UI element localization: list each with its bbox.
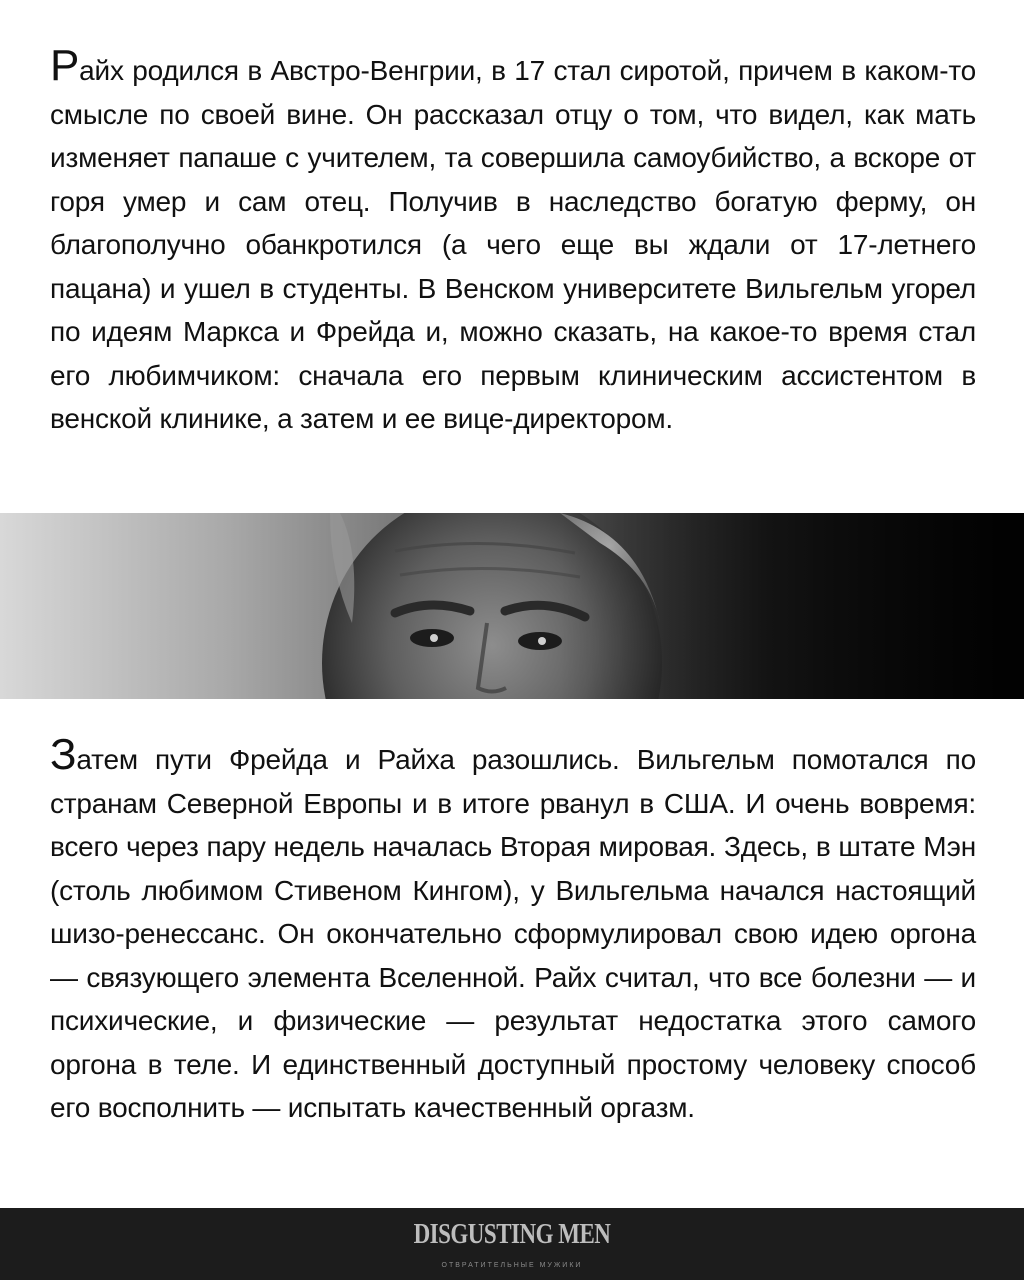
paragraph-1-text: айх родился в Австро-Венгрии, в 17 стал сиротой, причем в каком-то смысле по своей вине. Он рассказал отцу о том, что видел, как мать изменяет папаше с учителем, та совершила самоубийство, а вскоре от горя умер и сам отец. Получив в наследство богатую ферму, он благополучно обанкротился (а чего еще вы ждали от 17-летнего пацана) и ушел в студенты. В Венском университете Вильгельм угорел по идеям Маркса и Фрейда и, можно сказать, на какое-то время стал его любимчиком: сначала его первым клиническим ассистентом в венской клинике, а затем и ее вице-директором. <box>50 55 976 434</box>
paragraph-2 <box>50 730 976 1130</box>
brand-logo: DISGUSTING MEN <box>413 1217 611 1249</box>
brand-tagline: ОТВРАТИТЕЛЬНЫЕ МУЖИКИ <box>441 1262 583 1269</box>
drop-cap: Р <box>50 41 80 90</box>
portrait-photo <box>0 513 1024 699</box>
drop-cap: З <box>50 730 77 779</box>
paragraph-2-text: атем пути Фрейда и Райха разошлись. Вильгельм помотался по странам Северной Европы и в итоге рванул в США. И очень вовремя: всего через пару недель началась Вторая мировая. Здесь, в штате Мэн (столь любимом Стивеном Кингом), у Вильгельма начался настоящий шизо-ренессанс. Он окончательно сформулировал свою идею оргона — связующего элемента Вселенной. Райх считал, что все болезни — и психические, и физические — результат недостатка этого самого оргона в теле. И единственный доступный простому человеку способ его восполнить — испытать качественный оргазм. <box>50 744 976 1123</box>
paragraph-1 <box>50 41 976 441</box>
footer-bar <box>0 1208 1024 1280</box>
portrait-illustration <box>0 513 1024 699</box>
